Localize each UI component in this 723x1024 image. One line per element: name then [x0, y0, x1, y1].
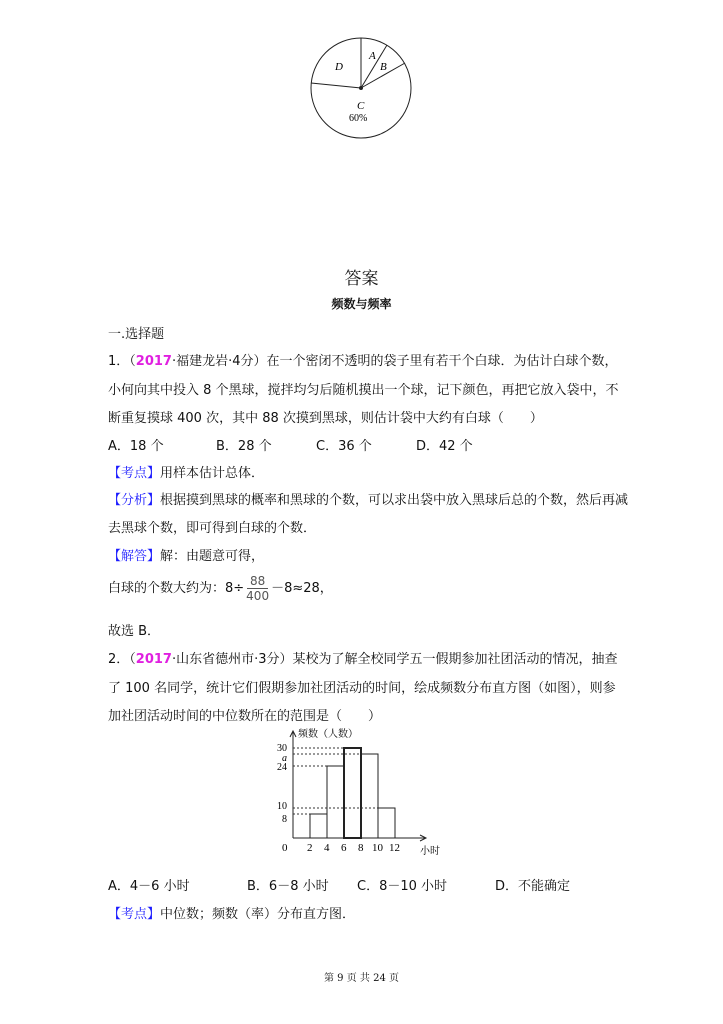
q2-option-c: C．8－10 小时	[357, 879, 448, 894]
x-tick-label: 10	[372, 842, 383, 854]
q1-jieda: 【解答】解：由题意可得，	[108, 549, 265, 564]
x-tick-label: 2	[307, 842, 313, 854]
pie-label-d: D	[335, 61, 343, 73]
q2-option-b: B．6－8 小时	[247, 879, 329, 894]
x-axis-label: 小时	[420, 846, 440, 857]
answer-title: 答案	[344, 269, 379, 289]
q2-option-a: A．4－6 小时	[108, 879, 190, 894]
q2-line2: 了 100 名同学，统计它们假期参加社团活动的时间，绘成频数分布直方图（如图），则参	[108, 681, 616, 696]
subtitle: 频数与频率	[331, 297, 392, 311]
q1-answer: 故选 B．	[108, 624, 161, 639]
y-tick-label: 10	[277, 801, 287, 812]
q1-line2: 小何向其中投入 8 个黑球，搅拌均匀后随机摸出一个球，记下颜色，再把它放入袋中，不	[108, 383, 619, 398]
q1-fenxi-cont: 去黑球个数，即可得到白球的个数．	[108, 521, 317, 536]
y-tick-label: 8	[282, 814, 287, 825]
x-tick-label: 6	[341, 842, 347, 854]
fraction: $\frac{88}{400}$	[246, 574, 270, 603]
histogram-bar	[310, 814, 327, 838]
section-heading: 一.选择题	[108, 327, 165, 342]
histogram	[260, 725, 450, 860]
histogram-bar	[378, 808, 395, 838]
y-tick-label: 30	[277, 743, 287, 754]
q2-option-d: D．不能确定	[495, 879, 571, 894]
page-footer: 第 9 页 共 24 页	[324, 973, 399, 984]
q1-line3: 断重复摸球 400 次，其中 88 次摸到黑球，则估计袋中大约有白球（ ）	[108, 411, 543, 426]
y-axis-label: 频数（人数）	[298, 729, 358, 740]
q1-option-b: B．28 个	[216, 439, 272, 454]
q2-line3: 加社团活动时间的中位数所在的范围是（ ）	[108, 709, 382, 724]
q1-fenxi: 【分析】根据摸到黑球的概率和黑球的个数，可以求出袋中放入黑球后总的个数，然后再减	[108, 493, 629, 508]
q1-option-c: C．36 个	[316, 439, 372, 454]
q1-option-a: A．18 个	[108, 439, 164, 454]
pie-c-percent: 60%	[349, 113, 368, 124]
q2-kaodian: 【考点】中位数；频数（率）分布直方图．	[108, 907, 356, 922]
histogram-bar	[361, 754, 378, 838]
q1-kaodian: 【考点】用样本估计总体．	[108, 466, 265, 481]
q1-calc: 白球的个数大约为：8÷ $\frac{88}{400}$ －8≈28，	[108, 574, 333, 603]
pie-label-b: B	[380, 61, 387, 73]
pie-label-c: C	[357, 100, 365, 112]
x-tick-label: 0	[282, 842, 288, 854]
y-tick-label: 24	[277, 762, 287, 773]
x-tick-label: 12	[389, 842, 400, 854]
x-tick-label: 8	[358, 842, 364, 854]
histogram-bar	[344, 748, 361, 838]
q2-line1: 2．（2017·山东省德州市·3分）某校为了解全校同学五一假期参加社团活动的情况，抽查	[108, 652, 618, 667]
pie-label-a: A	[369, 50, 376, 62]
y-tick-label: a	[282, 753, 287, 764]
q1-line1: 1．（2017·福建龙岩·4分）在一个密闭不透明的袋子里有若干个白球．为估计白球个数，	[108, 354, 618, 369]
q1-option-d: D．42 个	[416, 439, 473, 454]
x-tick-label: 4	[324, 842, 330, 854]
histogram-bar	[327, 766, 344, 838]
pie-chart	[305, 35, 420, 145]
